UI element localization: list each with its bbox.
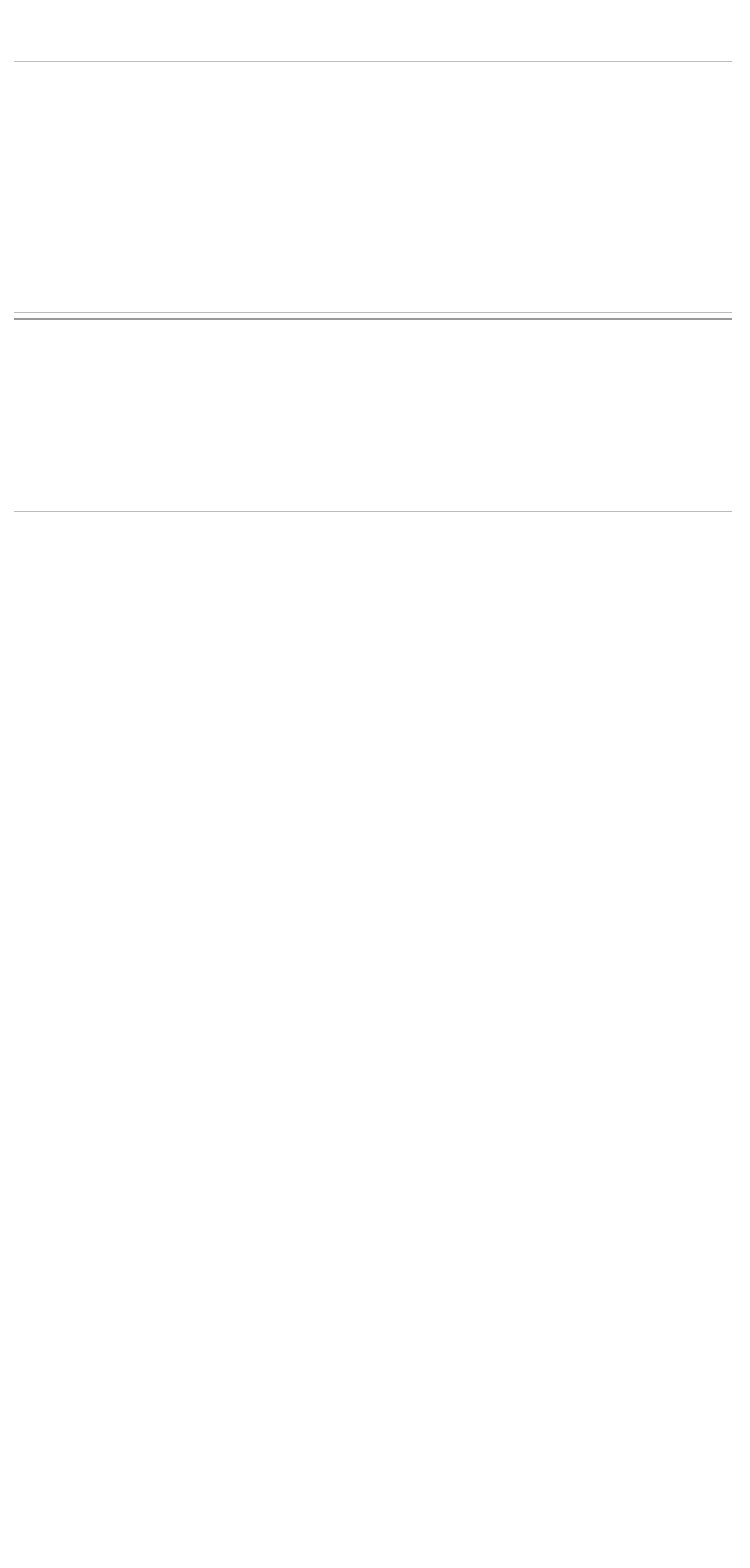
height-weight-table-top [14,61,732,313]
page-header [0,0,750,55]
height-weight-table-bottom [14,318,732,512]
